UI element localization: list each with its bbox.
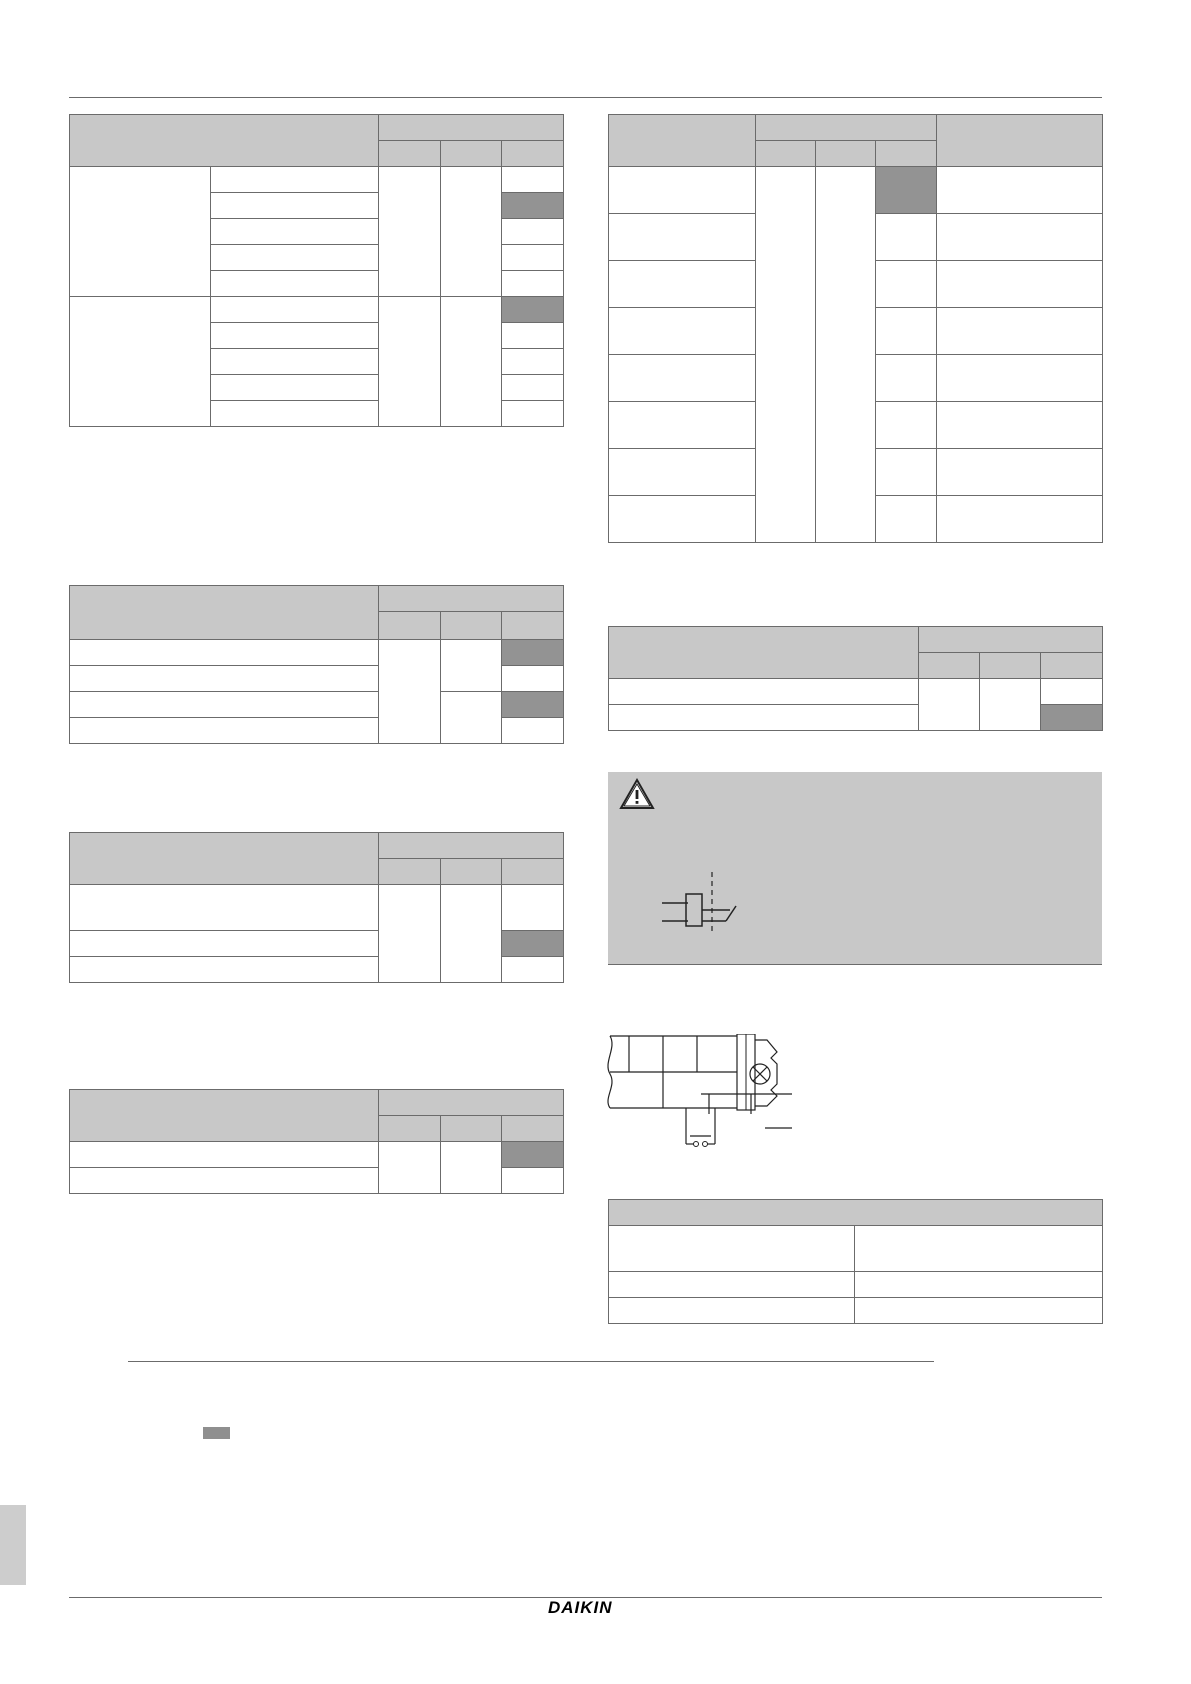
- table-header: [1041, 653, 1103, 679]
- warning-box: [608, 772, 1102, 964]
- table-cell: [211, 271, 379, 297]
- table-cell: [937, 214, 1103, 261]
- table-cell: [502, 401, 564, 427]
- table-header: [441, 1116, 502, 1142]
- table-header: [756, 141, 816, 167]
- selected-cell: [502, 692, 564, 718]
- table-header: [441, 612, 502, 640]
- table-cell: [609, 261, 756, 308]
- selected-cell: [876, 167, 937, 214]
- table-cell: [609, 355, 756, 402]
- table-cell: [876, 496, 937, 543]
- table-header: [379, 141, 441, 167]
- table-header: [756, 115, 937, 141]
- table-cell: [876, 355, 937, 402]
- table-cell: [876, 402, 937, 449]
- table-cell: [502, 219, 564, 245]
- table-header: [379, 612, 441, 640]
- settings-table-6: [608, 626, 1103, 731]
- section-divider: [128, 1361, 934, 1362]
- settings-table-7: [608, 1199, 1103, 1324]
- selected-cell: [502, 640, 564, 666]
- table-cell: [211, 219, 379, 245]
- table-cell: [211, 375, 379, 401]
- table-cell: [876, 308, 937, 355]
- table-header: [609, 115, 756, 167]
- table-cell: [937, 167, 1103, 214]
- table-header: [70, 1090, 379, 1142]
- table-cell: [502, 1168, 564, 1194]
- table-header: [441, 141, 502, 167]
- table-cell: [855, 1298, 1103, 1324]
- table-cell: [609, 214, 756, 261]
- table-cell: [502, 167, 564, 193]
- table-cell: [211, 193, 379, 219]
- table-cell: [379, 1142, 441, 1194]
- table-cell: [876, 214, 937, 261]
- table-cell: [70, 718, 379, 744]
- table-cell: [379, 167, 441, 297]
- warning-triangle-icon: [619, 778, 655, 810]
- table-cell: [441, 885, 502, 983]
- table-header: [379, 1090, 564, 1116]
- table-cell: [609, 449, 756, 496]
- table-cell: [937, 308, 1103, 355]
- table-cell: [609, 679, 919, 705]
- settings-table-4: [69, 1089, 564, 1194]
- table-cell: [211, 401, 379, 427]
- table-cell: [70, 1142, 379, 1168]
- table-cell: [70, 1168, 379, 1194]
- wiring-diagram: [605, 1034, 805, 1152]
- table-cell: [609, 705, 919, 731]
- table-header: [502, 859, 564, 885]
- table-cell: [756, 167, 816, 543]
- table-cell: [609, 1272, 855, 1298]
- table-header: [70, 833, 379, 885]
- table-cell: [937, 355, 1103, 402]
- table-header: [609, 1200, 1103, 1226]
- table-cell: [816, 167, 876, 543]
- table-cell: [937, 261, 1103, 308]
- table-cell: [502, 666, 564, 692]
- table-cell: [502, 349, 564, 375]
- table-cell: [441, 167, 502, 297]
- table-cell: [609, 402, 756, 449]
- selected-cell: [1041, 705, 1103, 731]
- table-cell: [937, 402, 1103, 449]
- selected-cell: [502, 1142, 564, 1168]
- table-cell: [379, 297, 441, 427]
- table-cell: [502, 271, 564, 297]
- side-tab: [0, 1505, 26, 1585]
- table-header: [379, 115, 564, 141]
- table-header: [441, 859, 502, 885]
- table-cell: [609, 1298, 855, 1324]
- table-cell: [1041, 679, 1103, 705]
- table-header: [937, 115, 1103, 167]
- table-header: [379, 833, 564, 859]
- table-header: [502, 1116, 564, 1142]
- table-cell: [919, 679, 980, 731]
- table-header: [70, 586, 379, 640]
- table-cell: [502, 718, 564, 744]
- table-header: [876, 141, 937, 167]
- table-cell: [70, 167, 211, 297]
- table-cell: [441, 640, 502, 692]
- table-header: [502, 141, 564, 167]
- table-cell: [609, 167, 756, 214]
- settings-table-5: [608, 114, 1103, 543]
- table-cell: [70, 885, 379, 931]
- table-cell: [70, 640, 379, 666]
- table-header: [816, 141, 876, 167]
- table-cell: [441, 297, 502, 427]
- table-cell: [211, 167, 379, 193]
- selected-cell: [502, 931, 564, 957]
- table-header: [379, 1116, 441, 1142]
- table-cell: [937, 449, 1103, 496]
- table-cell: [70, 297, 211, 427]
- table-cell: [609, 1226, 855, 1272]
- table-cell: [70, 931, 379, 957]
- table-cell: [441, 692, 502, 744]
- table-header: [379, 586, 564, 612]
- settings-table-2: [69, 585, 564, 744]
- header-rule: [69, 97, 1102, 98]
- table-cell: [502, 245, 564, 271]
- table-cell: [379, 640, 441, 744]
- table-header: [980, 653, 1041, 679]
- table-cell: [70, 666, 379, 692]
- table-cell: [70, 957, 379, 983]
- settings-table-1: [69, 114, 564, 427]
- table-cell: [502, 957, 564, 983]
- table-cell: [937, 496, 1103, 543]
- table-cell: [855, 1226, 1103, 1272]
- selected-cell: [502, 193, 564, 219]
- table-cell: [980, 679, 1041, 731]
- table-cell: [502, 375, 564, 401]
- table-cell: [502, 885, 564, 931]
- warning-bottom-rule: [608, 964, 1102, 965]
- settings-table-3: [69, 832, 564, 983]
- table-cell: [502, 323, 564, 349]
- table-cell: [609, 308, 756, 355]
- table-header: [502, 612, 564, 640]
- table-cell: [855, 1272, 1103, 1298]
- table-header: [609, 627, 919, 679]
- table-cell: [379, 885, 441, 983]
- table-header: [379, 859, 441, 885]
- legend-swatch: [203, 1427, 230, 1439]
- contact-symbol-icon: [662, 870, 746, 934]
- table-cell: [441, 1142, 502, 1194]
- table-cell: [609, 496, 756, 543]
- table-cell: [876, 261, 937, 308]
- table-header: [919, 653, 980, 679]
- table-cell: [876, 449, 937, 496]
- table-cell: [211, 297, 379, 323]
- table-header: [70, 115, 379, 167]
- table-cell: [211, 323, 379, 349]
- table-cell: [211, 245, 379, 271]
- table-cell: [211, 349, 379, 375]
- table-header: [919, 627, 1103, 653]
- brand-logo: DAIKIN: [548, 1598, 613, 1617]
- selected-cell: [502, 297, 564, 323]
- table-cell: [70, 692, 379, 718]
